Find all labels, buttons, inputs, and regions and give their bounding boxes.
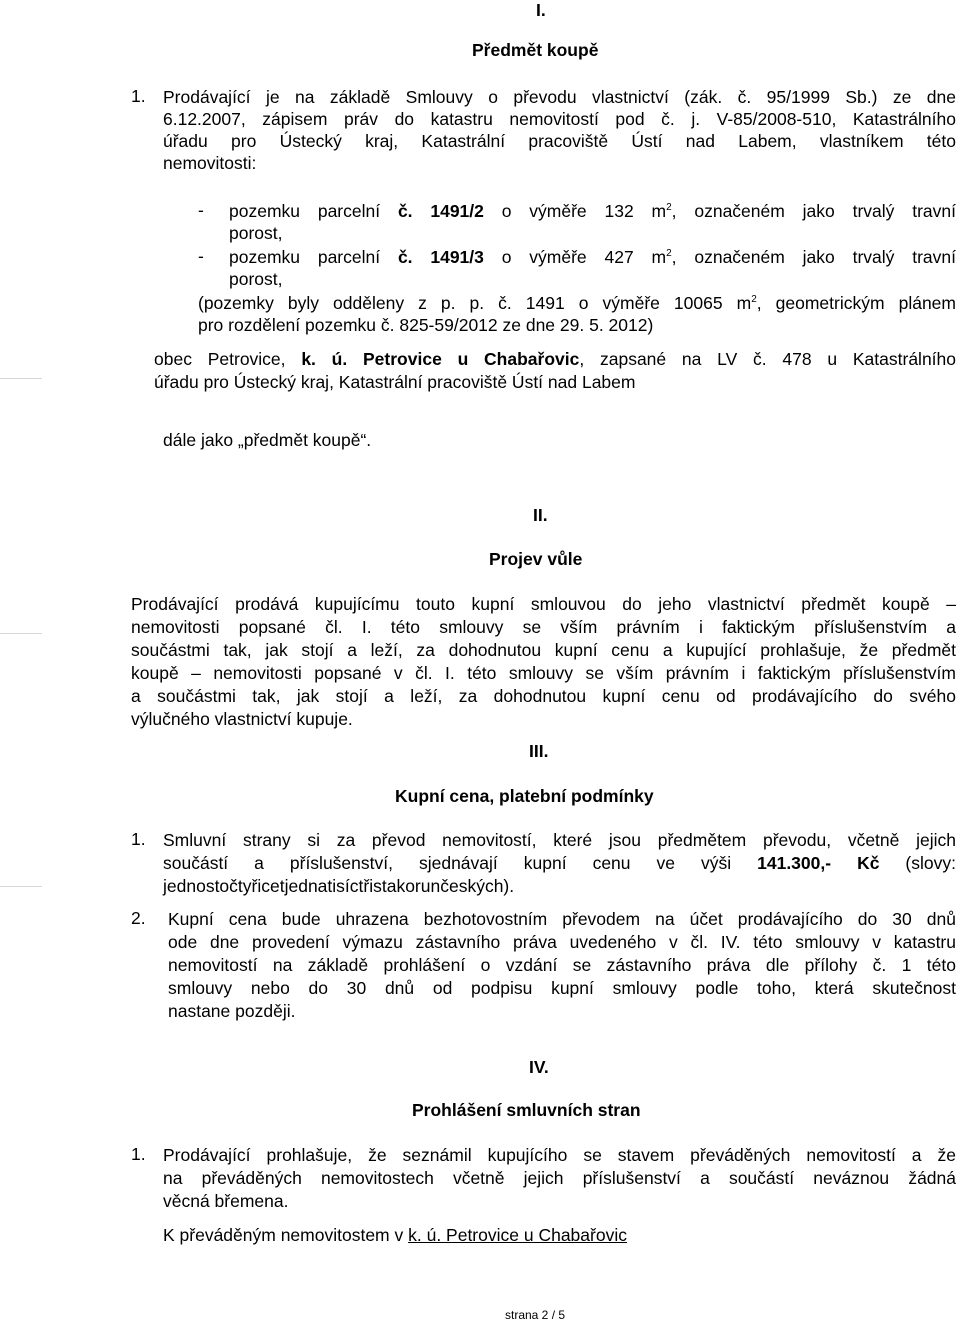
paragraph-line: úřadu pro Ústecký kraj, Katastrální pracoviště Ústí nad Labem, vlastníkem této [163,131,956,151]
parcel-note-text: (pozemky byly odděleny z p. p. č. 1491 o výměře 10065 m [198,293,752,313]
price-text: (slovy: [879,853,956,873]
section-number: IV. [529,1057,549,1077]
municipality-line [154,348,956,370]
paragraph-line: výlučného vlastnictví kupuje. [131,709,353,729]
paragraph-line: a součástmi tak, jak stojí a leží, za dohodnutou kupní cenu od prodávajícího do svého [131,686,956,706]
paragraph-text: K převáděným nemovitostem v [163,1225,409,1245]
paragraph-line: smlouvy nebo do 30 dnů od podpisu kupní smlouvy podle toho, která skutečnost [168,978,956,998]
paragraph-line: nemovitostí na základě prohlášení o vzdání se zástavního práva dle přílohy č. 1 této [168,955,956,975]
margin-mark [0,378,42,379]
paragraph-line: na převáděných nemovitostech včetně jejich příslušenství a součástí neváznou žádná [163,1168,956,1188]
list-dash: - [198,200,204,220]
paragraph-line [163,852,956,874]
list-dash: - [198,246,204,266]
municipality-line: úřadu pro Ústecký kraj, Katastrální pracoviště Ústí nad Labem [154,372,636,392]
page-number: strana 2 / 5 [505,1308,566,1322]
parcel-item [229,200,956,222]
paragraph-line: 6.12.2007, zápisem práv do katastru nemovitostí pod č. j. V-85/2008-510, Katastrálního [163,109,956,129]
paragraph-line: Prodávající prohlašuje, že seznámil kupujícího se stavem převáděných nemovitostí a že [163,1145,956,1165]
parcel-area: o výměře 132 m [483,201,667,221]
section-title: Předmět koupě [472,40,599,60]
section-number: II. [533,505,548,525]
parcel-number: č. 1491/2 [397,201,484,221]
parcel-item [229,246,956,268]
paragraph-number: 1. [131,86,146,106]
parcel-item-cont: porost, [229,223,283,243]
margin-mark [0,633,42,634]
paragraph-line: věcná břemena. [163,1191,289,1211]
section-title: Projev vůle [489,549,583,569]
definition-line: dále jako „předmět koupě“. [163,430,372,450]
parcel-note-text: , geometrickým plánem [756,293,956,313]
section-title: Kupní cena, platební podmínky [395,786,654,806]
purchase-price: 141.300,- Kč [757,853,880,873]
price-text: součástí a příslušenství, sjednávají kupní cenu ve výši [163,853,758,873]
parcel-item-text: pozemku parcelní [229,247,398,267]
paragraph-line: nemovitosti: [163,153,257,173]
margin-mark [0,886,42,887]
parcel-item-text: pozemku parcelní [229,201,398,221]
parcel-note-line: pro rozdělení pozemku č. 825-59/2012 ze dne 29. 5. 2012) [198,315,654,335]
municipality-text: , zapsané na LV č. 478 u Katastrálního [579,349,957,369]
paragraph-line: Kupní cena bude uhrazena bezhotovostním převodem na účet prodávajícího do 30 dnů [168,909,956,929]
paragraph-line: jednostočtyřicetjednatisíctřistakorunčeských). [163,876,515,896]
cadastral-area-link: k. ú. Petrovice u Chabařovic [408,1225,627,1245]
paragraph-line: nastane později. [168,1001,296,1021]
superscript: 2 [751,294,757,305]
paragraph-line: součástmi tak, jak stojí a leží, za dohodnutou kupní cenu a kupující prohlašuje, že předmět [131,640,956,660]
paragraph-number: 1. [131,1144,146,1164]
parcel-type: , označeném jako trvalý travní [671,201,956,221]
paragraph-line: nemovitosti popsané čl. I. této smlouvy se vším právním i faktickým příslušenstvím a [131,617,956,637]
parcel-type: , označeném jako trvalý travní [671,247,956,267]
municipality-text: obec Petrovice, [154,349,302,369]
parcel-area: o výměře 427 m [483,247,667,267]
parcel-number: č. 1491/3 [397,247,484,267]
paragraph-line [163,1224,627,1246]
parcel-note [198,292,956,314]
paragraph-number: 2. [131,908,146,928]
paragraph-line: ode dne provedení výmazu zástavního práva uvedeného v čl. IV. této smlouvy v katastru [168,932,956,952]
paragraph-line: Prodávající je na základě Smlouvy o převodu vlastnictví (zák. č. 95/1999 Sb.) ze dne [163,87,956,107]
paragraph-line: Smluvní strany si za převod nemovitostí, které jsou předmětem převodu, včetně jejich [163,830,956,850]
paragraph-line: koupě – nemovitosti popsané v čl. I. této smlouvy se vším právním i faktickým příslušenstvím [131,663,956,683]
superscript: 2 [666,202,672,213]
section-number: III. [529,741,549,761]
paragraph-line: Prodávající prodává kupujícímu touto kupní smlouvou do jeho vlastnictví předmět koupě – [131,594,956,614]
parcel-item-cont: porost, [229,269,283,289]
cadastral-area: k. ú. Petrovice u Chabařovic [301,349,580,369]
superscript: 2 [666,248,672,259]
paragraph-number: 1. [131,829,146,849]
section-title: Prohlášení smluvních stran [412,1100,641,1120]
section-number: I. [536,0,546,20]
